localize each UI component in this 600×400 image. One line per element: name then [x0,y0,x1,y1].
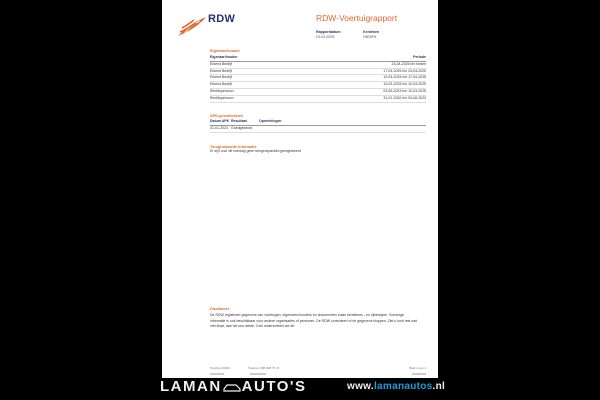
apk-result-cell: Goedgekeurd [231,125,253,130]
table-row [210,96,426,103]
brand-name: RDW [208,13,236,25]
rdw-feather-logo-icon [176,14,208,38]
footer-bars [210,373,426,376]
plate-label: Kenteken [363,30,380,34]
table-row [210,62,426,69]
apk-date-cell: 31-01-2024 [210,125,228,130]
owners-section-title: Eigenaar/houder [210,49,240,53]
period-cell: 10-03-2025 t/m 10-03-2025 [383,82,426,87]
recall-section-title: Terugroepactie informatie [210,145,257,149]
footer-bar [210,373,224,375]
disclaimer-text: De RDW registreert gegevens van voertuigen, eigenaren/houders en documenten zoals kentekens - en rijbewijzen. Sommige informatie is ook beschikbaar voor andere organisaties of personen. De RDW controleert of de gegevens kloppen. Ziet u toch iets wat niet klopt, laat het ons weten. Dan onderzoeken we dit. [210,313,417,329]
col-apk-date: Datum APK [210,119,230,123]
col-period: Periode [413,55,426,59]
footer-phone: Telefoon 088 008 70 47 [248,366,280,370]
footer-bar [250,373,266,375]
report-page [162,0,438,378]
report-date-label: Rapportdatum [316,30,341,34]
site-name: lamanautos [373,381,433,392]
apk-section-title: APK-geschiedenis [210,114,244,118]
period-cell: 10-03-2025 t/m 17-04-2025 [383,75,426,80]
period-cell: 17-04-2025 t/m 23-04-2025 [383,68,426,73]
dealer-website[interactable] [347,381,445,392]
owner-cell: Rechtspersoon [210,88,234,93]
apk-table [210,119,426,133]
table-row [210,89,426,96]
footer-bar [412,373,426,375]
apk-remarks-cell [259,126,299,132]
footer-page-number: Blad 1 van 1 [409,366,426,370]
owner-cell: Erkend Bedrijf [210,82,232,87]
table-row [210,69,426,76]
owner-cell: Erkend Bedrijf [210,75,232,80]
site-prefix: www. [347,381,374,392]
car-outline-icon [223,382,241,392]
col-apk-result: Resultaat [231,119,247,123]
period-cell: 23-04-2025 t/m heden [391,61,426,66]
col-owner: Eigenaar/houder [210,55,238,59]
footer-address: Postbus 30000, [210,366,231,370]
period-cell: 31-01-2020 t/m 03-06-2023 [383,95,426,100]
owners-table-header [210,55,426,62]
dealer-logo [160,378,306,395]
owner-cell: Rechtspersoon [210,95,234,100]
table-row [210,75,426,82]
owner-cell: Erkend Bedrijf [210,68,232,73]
apk-table-header [210,119,426,126]
dealer-name-left: LAMAN [160,378,222,395]
period-cell: 03-06-2023 t/m 10-03-2025 [383,88,426,93]
report-date: 23-04-2025 [316,35,335,39]
plate-value: H809FH [363,35,377,39]
recall-text: Er zijn voor dit voertuig geen terugroepacties geregistreerd [210,149,302,153]
report-meta [316,30,426,39]
table-row [210,82,426,89]
document-title: RDW-Voertuigrapport [316,13,398,23]
disclaimer-title: Disclaimer [210,307,230,311]
table-row [210,126,426,133]
site-suffix: .nl [432,381,446,392]
dealer-name-right: AUTO'S [241,378,307,395]
owners-table [210,55,426,103]
col-apk-remarks: Opmerkingen [259,119,282,123]
owner-cell: Erkend Bedrijf [210,61,232,66]
